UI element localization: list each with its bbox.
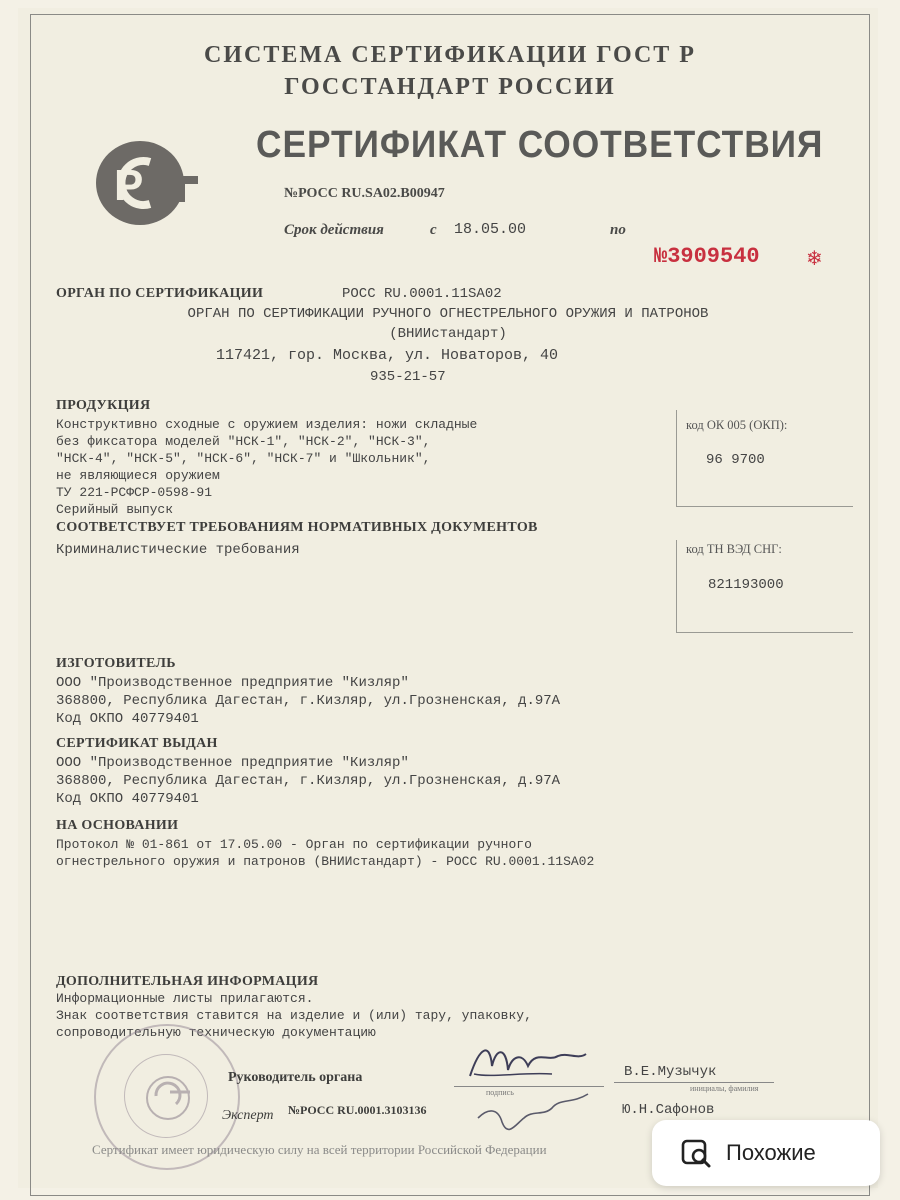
similar-button[interactable] [652,1120,880,1186]
head-name: В.Е.Музычук [624,1064,717,1080]
additional-label: ДОПОЛНИТЕЛЬНАЯ ИНФОРМАЦИЯ [56,974,319,989]
manufacturer-label: ИЗГОТОВИТЕЛЬ [56,656,176,671]
certificate-number: №РОСС RU.SA02.B00947 [284,186,445,201]
gosstandart-title: ГОССТАНДАРТ РОССИИ [284,74,616,100]
expert-number: №РОСС RU.0001.3103136 [288,1103,427,1117]
issued-to-text: ООО "Производственное предприятие "Кизляр" 368800, Республика Дагестан, г.Кизляр, ул.Грозненская, д.97А Код ОКПО 40779401 [56,755,561,807]
organ-phone: 935-21-57 [370,369,446,385]
validity-label: Срок действия [284,222,384,238]
organ-address: 117421, гор. Москва, ул. Новаторов, 40 [216,347,559,364]
tnved-label: код ТН ВЭД СНГ: [686,542,782,556]
head-label: Руководитель органа [228,1070,363,1085]
certificate-title: СЕРТИФИКАТ СООТВЕТСТВИЯ [256,124,824,166]
conformity-text: Криминалистические требования [56,542,300,558]
validity-from: 18.05.00 [454,221,527,238]
product-text: Конструктивно сходные с оружием изделия: ножи складные без фиксатора моделей "НСК-1", "НСК-2", "НСК-3", "НСК-4", "НСК-5", "НСК-6", "НСК-7" и "Школьник", не являющиеся оружием ТУ 221-РСФСР-0598-91 Серийный выпуск [56,417,478,517]
organ-label: ОРГАН ПО СЕРТИФИКАЦИИ [56,286,264,301]
okp-label: код ОК 005 (ОКП): [686,418,788,432]
basis-label: НА ОСНОВАНИИ [56,818,179,833]
serial-number: №3909540 [654,244,760,269]
head-signature [462,1036,592,1086]
head-sign-caption: подпись [486,1088,514,1097]
additional-text: Информационные листы прилагаются. Знак соответствия ставится на изделие и (или) тару, упаковку, сопроводительную техническую документацию [56,991,532,1040]
head-name-caption: инициалы, фамилия [690,1084,759,1093]
head-name-line [614,1082,774,1083]
image-search-icon [680,1137,712,1169]
system-title: СИСТЕМА СЕРТИФИКАЦИИ ГОСТ Р [204,42,696,68]
svg-text:Р: Р [114,161,144,210]
issued-to-label: СЕРТИФИКАТ ВЫДАН [56,736,218,751]
rst-logo-icon [92,140,204,226]
product-label: ПРОДУКЦИЯ [56,398,151,413]
head-sign-line [454,1086,604,1087]
expert-signature [468,1088,598,1142]
expert-name: Ю.Н.Сафонов [622,1102,715,1118]
okp-value: 96 9700 [706,452,765,468]
asterisk-icon: ❄ [806,248,823,270]
tnved-value: 821193000 [708,577,784,593]
validity-to-prefix: по [610,222,626,238]
validity-from-prefix: с [430,222,437,238]
organ-abbr: (ВНИИстандарт) [389,326,507,342]
organ-code: РОСС RU.0001.11SA02 [342,286,502,302]
conformity-label: СООТВЕТСТВУЕТ ТРЕБОВАНИЯМ НОРМАТИВНЫХ ДОКУМЕНТОВ [56,520,538,535]
organ-name: ОРГАН ПО СЕРТИФИКАЦИИ РУЧНОГО ОГНЕСТРЕЛЬНОГО ОРУЖИЯ И ПАТРОНОВ [187,306,709,322]
basis-text: Протокол № 01-861 от 17.05.00 - Орган по сертификации ручного огнестрельного оружия и патронов (ВНИИстандарт) - РОСС RU.0001.11SA02 [56,837,595,869]
validity-footer: Сертификат имеет юридическую силу на всей территории Российской Федерации [92,1142,547,1157]
similar-button-label: Похожие [726,1140,816,1165]
expert-label: Эксперт [222,1108,274,1123]
manufacturer-text: ООО "Производственное предприятие "Кизляр" 368800, Республика Дагестан, г.Кизляр, ул.Грозненская, д.97А Код ОКПО 40779401 [56,675,561,727]
